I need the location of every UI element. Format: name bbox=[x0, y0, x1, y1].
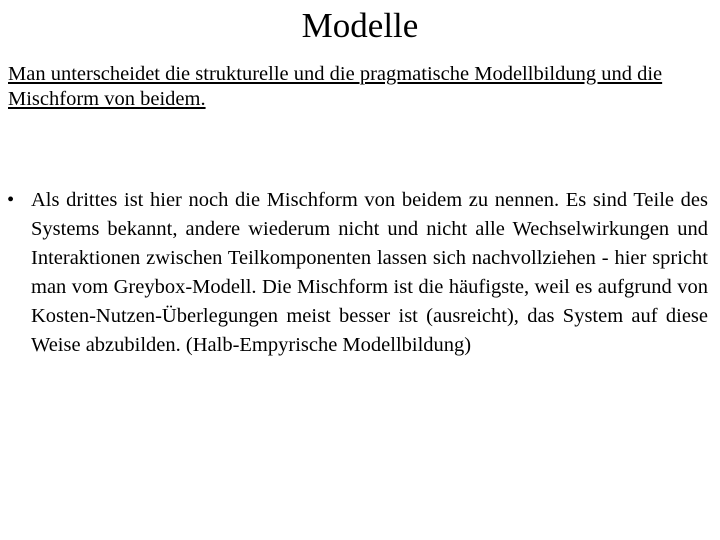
slide-title: Modelle bbox=[301, 6, 419, 45]
bullet-list bbox=[0, 186, 720, 360]
bullet-text: Als drittes ist hier noch die Mischform von beidem zu nennen. Es sind Teile des Systems bekannt, andere wiederum nicht und nicht alle Wechselwirkungen und Interaktionen zwischen Teilkomponenten lassen sich nachvollziehen - hier spricht man vom Greybox-Modell. Die Mischform ist die häufigste, weil es aufgrund von Kosten-Nutzen-Überlegungen meist besser ist (ausreicht), das System auf diese Weise abzubilden. (Halb-Empyrische Modellbildung) bbox=[31, 189, 708, 356]
intro-text: Man unterscheidet die strukturelle und die pragmatische Modellbildung und die Mischform von beidem. bbox=[8, 63, 663, 110]
bullet-item bbox=[0, 186, 720, 360]
bullet-marker: • bbox=[7, 189, 15, 211]
